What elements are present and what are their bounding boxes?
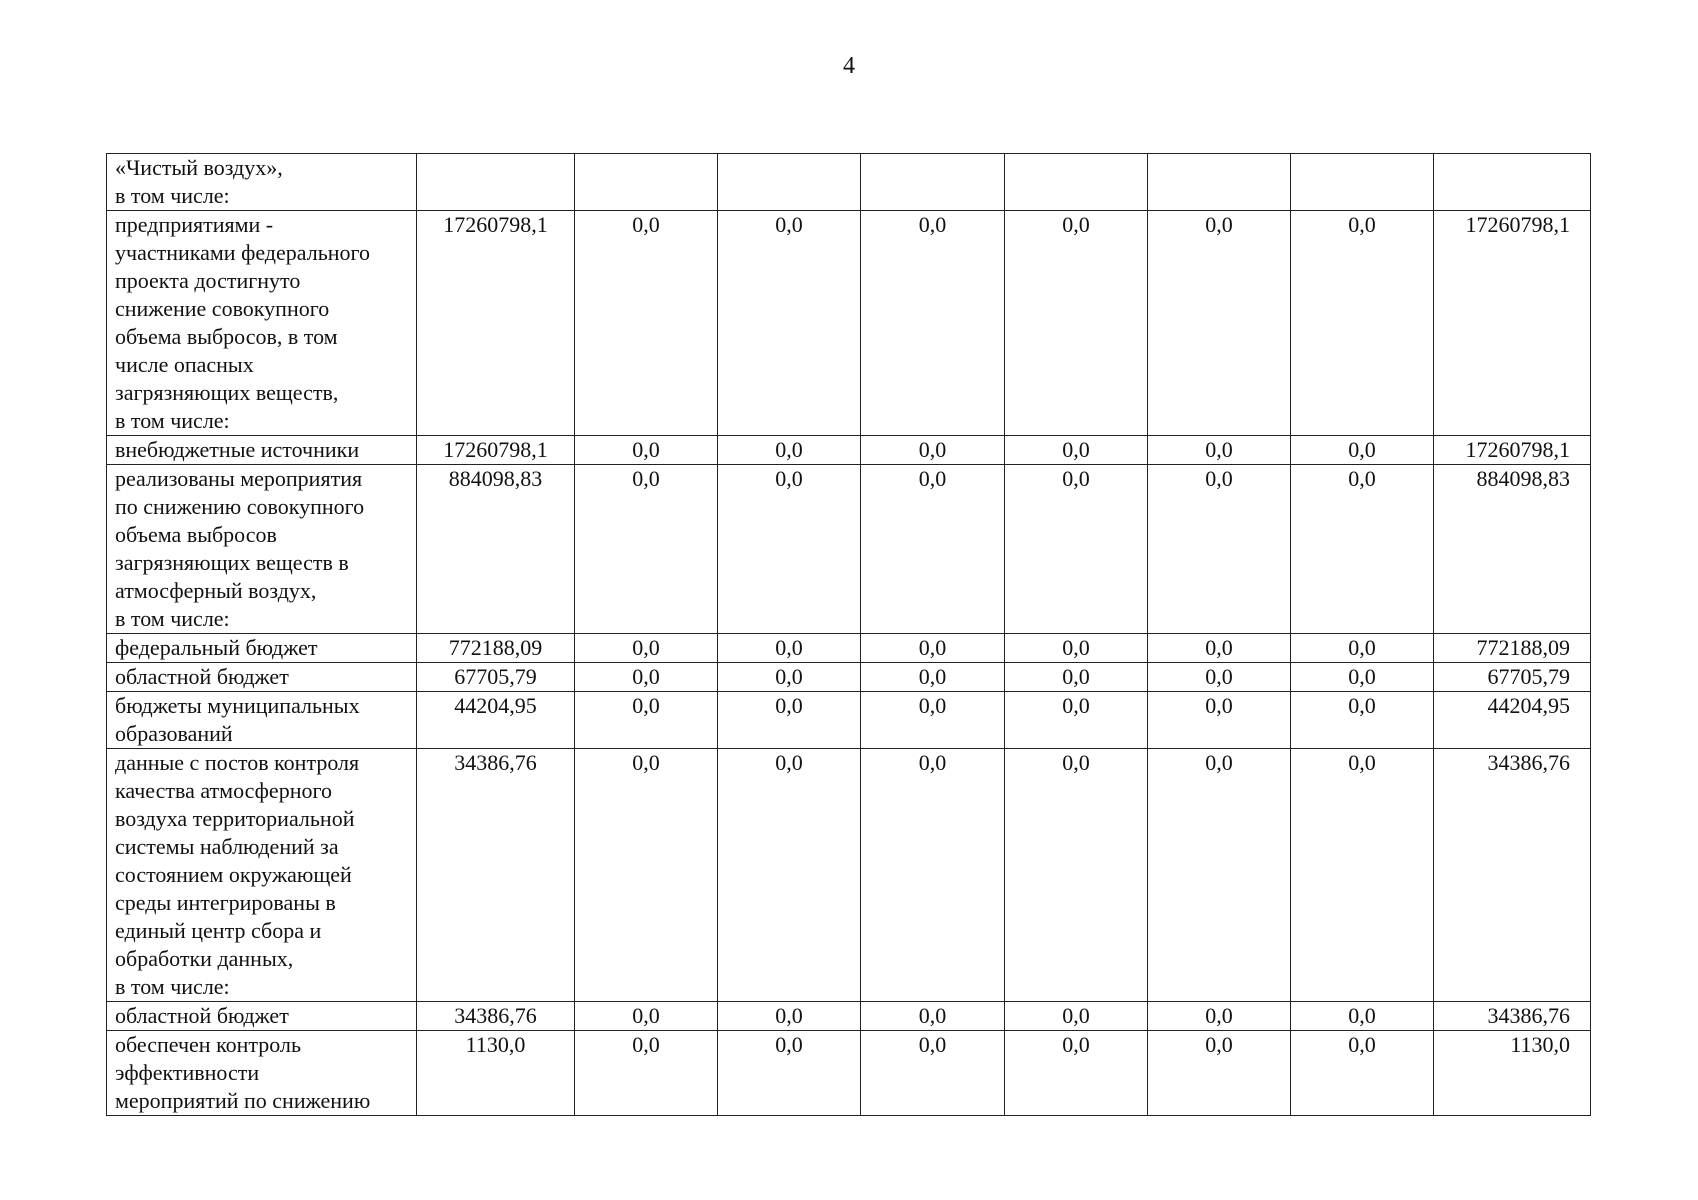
value-cell: 0,0 [861, 749, 1005, 1002]
table-row [107, 663, 1591, 692]
value-cell: 0,0 [1005, 663, 1148, 692]
total-cell: 44204,95 [1434, 692, 1591, 749]
value-cell: 0,0 [1005, 465, 1148, 634]
value-cell: 0,0 [861, 634, 1005, 663]
row-label: внебюджетные источники [107, 436, 417, 465]
value-cell: 1130,0 [417, 1031, 575, 1116]
value-cell: 0,0 [1148, 211, 1291, 436]
value-cell: 0,0 [1148, 1002, 1291, 1031]
value-cell: 0,0 [1005, 1031, 1148, 1116]
value-cell: 0,0 [1148, 749, 1291, 1002]
row-label: предприятиями - участниками федерального проекта достигнуто снижение совокупного объема выбросов, в том числе опасных загрязняющих веществ, в том числе: [107, 211, 417, 436]
value-cell: 0,0 [1148, 1031, 1291, 1116]
value-cell [575, 154, 718, 211]
value-cell: 0,0 [1005, 692, 1148, 749]
value-cell: 0,0 [861, 663, 1005, 692]
value-cell: 0,0 [1291, 465, 1434, 634]
value-cell: 0,0 [718, 749, 861, 1002]
value-cell: 0,0 [1148, 436, 1291, 465]
value-cell: 0,0 [861, 1031, 1005, 1116]
value-cell: 44204,95 [417, 692, 575, 749]
value-cell: 0,0 [718, 663, 861, 692]
value-cell: 0,0 [575, 465, 718, 634]
value-cell: 0,0 [575, 692, 718, 749]
total-cell: 772188,09 [1434, 634, 1591, 663]
page-number: 4 [843, 53, 855, 79]
value-cell: 0,0 [1148, 692, 1291, 749]
row-label: обеспечен контроль эффективности мероприятий по снижению [107, 1031, 417, 1116]
value-cell: 0,0 [861, 465, 1005, 634]
table-row [107, 692, 1591, 749]
value-cell: 0,0 [575, 211, 718, 436]
value-cell: 0,0 [861, 1002, 1005, 1031]
value-cell [718, 154, 861, 211]
total-cell: 17260798,1 [1434, 436, 1591, 465]
value-cell: 0,0 [1148, 663, 1291, 692]
value-cell [1148, 154, 1291, 211]
value-cell: 0,0 [575, 1031, 718, 1116]
value-cell: 0,0 [718, 692, 861, 749]
value-cell: 17260798,1 [417, 211, 575, 436]
value-cell: 34386,76 [417, 749, 575, 1002]
total-cell: 17260798,1 [1434, 211, 1591, 436]
total-cell: 1130,0 [1434, 1031, 1591, 1116]
total-cell: 67705,79 [1434, 663, 1591, 692]
value-cell: 0,0 [1291, 1002, 1434, 1031]
total-cell: 884098,83 [1434, 465, 1591, 634]
value-cell: 0,0 [1291, 692, 1434, 749]
value-cell: 0,0 [575, 749, 718, 1002]
value-cell: 0,0 [718, 1002, 861, 1031]
value-cell: 884098,83 [417, 465, 575, 634]
value-cell [1005, 154, 1148, 211]
row-label: бюджеты муниципальных образований [107, 692, 417, 749]
value-cell: 0,0 [1291, 211, 1434, 436]
value-cell: 0,0 [1005, 634, 1148, 663]
value-cell: 0,0 [1291, 663, 1434, 692]
value-cell: 67705,79 [417, 663, 575, 692]
value-cell: 0,0 [718, 436, 861, 465]
row-label: «Чистый воздух», в том числе: [107, 154, 417, 211]
row-label: областной бюджет [107, 663, 417, 692]
value-cell: 0,0 [861, 436, 1005, 465]
value-cell: 0,0 [718, 211, 861, 436]
row-label: областной бюджет [107, 1002, 417, 1031]
row-label: федеральный бюджет [107, 634, 417, 663]
value-cell [417, 154, 575, 211]
table-row [107, 634, 1591, 663]
value-cell: 0,0 [1291, 634, 1434, 663]
value-cell: 0,0 [1148, 465, 1291, 634]
table-row [107, 211, 1591, 436]
table-row [107, 154, 1591, 211]
table-row [107, 749, 1591, 1002]
value-cell: 0,0 [1148, 634, 1291, 663]
value-cell: 772188,09 [417, 634, 575, 663]
table-row [107, 1031, 1591, 1116]
value-cell: 0,0 [575, 663, 718, 692]
value-cell: 0,0 [1005, 211, 1148, 436]
value-cell: 0,0 [575, 1002, 718, 1031]
value-cell: 0,0 [861, 692, 1005, 749]
value-cell: 0,0 [1005, 436, 1148, 465]
value-cell: 0,0 [1005, 1002, 1148, 1031]
value-cell: 0,0 [575, 436, 718, 465]
value-cell: 0,0 [861, 211, 1005, 436]
total-cell [1434, 154, 1591, 211]
value-cell [1291, 154, 1434, 211]
total-cell: 34386,76 [1434, 749, 1591, 1002]
table-row [107, 436, 1591, 465]
row-label: реализованы мероприятия по снижению совокупного объема выбросов загрязняющих веществ в атмосферный воздух, в том числе: [107, 465, 417, 634]
value-cell: 0,0 [1005, 749, 1148, 1002]
value-cell [861, 154, 1005, 211]
table-row [107, 465, 1591, 634]
value-cell: 17260798,1 [417, 436, 575, 465]
value-cell: 0,0 [1291, 749, 1434, 1002]
value-cell: 0,0 [1291, 436, 1434, 465]
value-cell: 0,0 [1291, 1031, 1434, 1116]
budget-table [106, 153, 1591, 1116]
value-cell: 0,0 [718, 1031, 861, 1116]
value-cell: 0,0 [575, 634, 718, 663]
value-cell: 0,0 [718, 634, 861, 663]
value-cell: 0,0 [718, 465, 861, 634]
total-cell: 34386,76 [1434, 1002, 1591, 1031]
value-cell: 34386,76 [417, 1002, 575, 1031]
row-label: данные с постов контроля качества атмосферного воздуха территориальной системы наблюдений за состоянием окружающей среды интегрированы в единый центр сбора и обработки данных, в том числе: [107, 749, 417, 1002]
table-row [107, 1002, 1591, 1031]
